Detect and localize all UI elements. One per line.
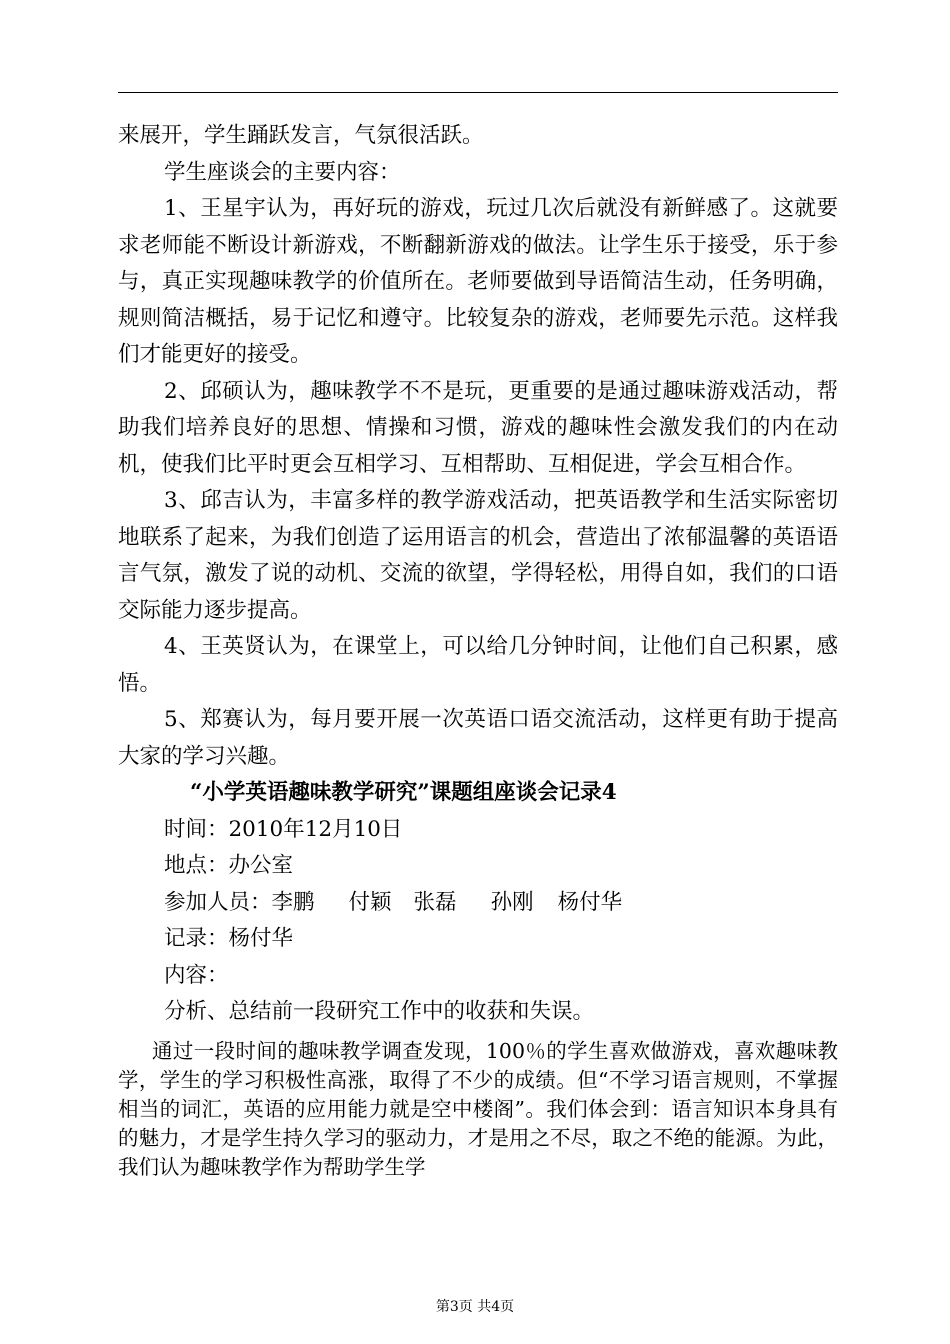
header-rule [118, 92, 838, 93]
paragraph-item-5: 5、郑赛认为，每月要开展一次英语口语交流活动，这样更有助于提高大家的学习兴趣。 [118, 707, 838, 769]
paragraph-item-3: 3、邱吉认为，丰富多样的教学游戏活动，把英语教学和生活实际密切地联系了起来，为我们创造了运用语言的机会，营造出了浓郁温馨的英语语言气氛，激发了说的动机、交流的欲望，学得轻松，用得自如，我们的口语交际能力逐步提高。 [118, 488, 838, 623]
record-summary: 分析、总结前一段研究工作中的收获和失误。 [164, 999, 595, 1024]
page-footer: 第3页 共4页 [435, 1299, 515, 1315]
record-participants [118, 885, 838, 922]
participants-label: 参加人员： [164, 889, 272, 915]
paragraph-heading-main-content: 学生座谈会的主要内容： [164, 159, 401, 185]
participant-name: 张磊 [413, 889, 457, 915]
record-time: 时间：2010年12月10日 [164, 816, 403, 842]
paragraph-continuation: 来展开，学生踊跃发言，气氛很活跃。 [118, 123, 484, 148]
paragraph-item-4: 4、王英贤认为，在课堂上，可以给几分钟时间，让他们自己积累，感悟。 [118, 634, 838, 696]
participant-name: 杨付华 [557, 889, 623, 915]
record-title: “小学英语趣味教学研究”课题组座谈会记录4 [190, 780, 617, 805]
paragraph-item-1: 1、王星宇认为，再好玩的游戏，玩过几次后就没有新鲜感了。这就要求老师能不断设计新游戏，不断翻新游戏的做法。让学生乐于接受，乐于参与，真正实现趣味教学的价值所在。老师要做到导语简洁生动，任务明确，规则简洁概括，易于记忆和遵守。比较复杂的游戏，老师要先示范。这样我们才能更好的接受。 [118, 196, 838, 367]
record-recorder: 记录：杨付华 [164, 926, 294, 951]
record-place: 地点：办公室 [164, 853, 294, 878]
record-content-label: 内容： [164, 962, 229, 988]
page-content [118, 118, 838, 1182]
record-paragraph: 通过一段时间的趣味教学调查发现，100％的学生喜欢做游戏，喜欢趣味教学，学生的学习积极性高涨，取得了不少的成绩。但“不学习语言规则，不掌握相当的词汇，英语的应用能力就是空中楼阁”。我们体会到：语言知识本身具有的魅力，才是学生持久学习的驱动力，才是用之不尽，取之不绝的能源。为此，我们认为趣味教学作为帮助学生学 [118, 1038, 838, 1179]
paragraph-item-2: 2、邱硕认为，趣味教学不不是玩，更重要的是通过趣味游戏活动，帮助我们培养良好的思想、情操和习惯，游戏的趣味性会激发我们的内在动机，使我们比平时更会互相学习、互相帮助、互相促进，学会互相合作。 [118, 378, 838, 477]
participant-name: 孙刚 [490, 889, 534, 915]
participant-name: 付颖 [348, 889, 392, 915]
participant-name: 李鹏 [271, 889, 315, 915]
